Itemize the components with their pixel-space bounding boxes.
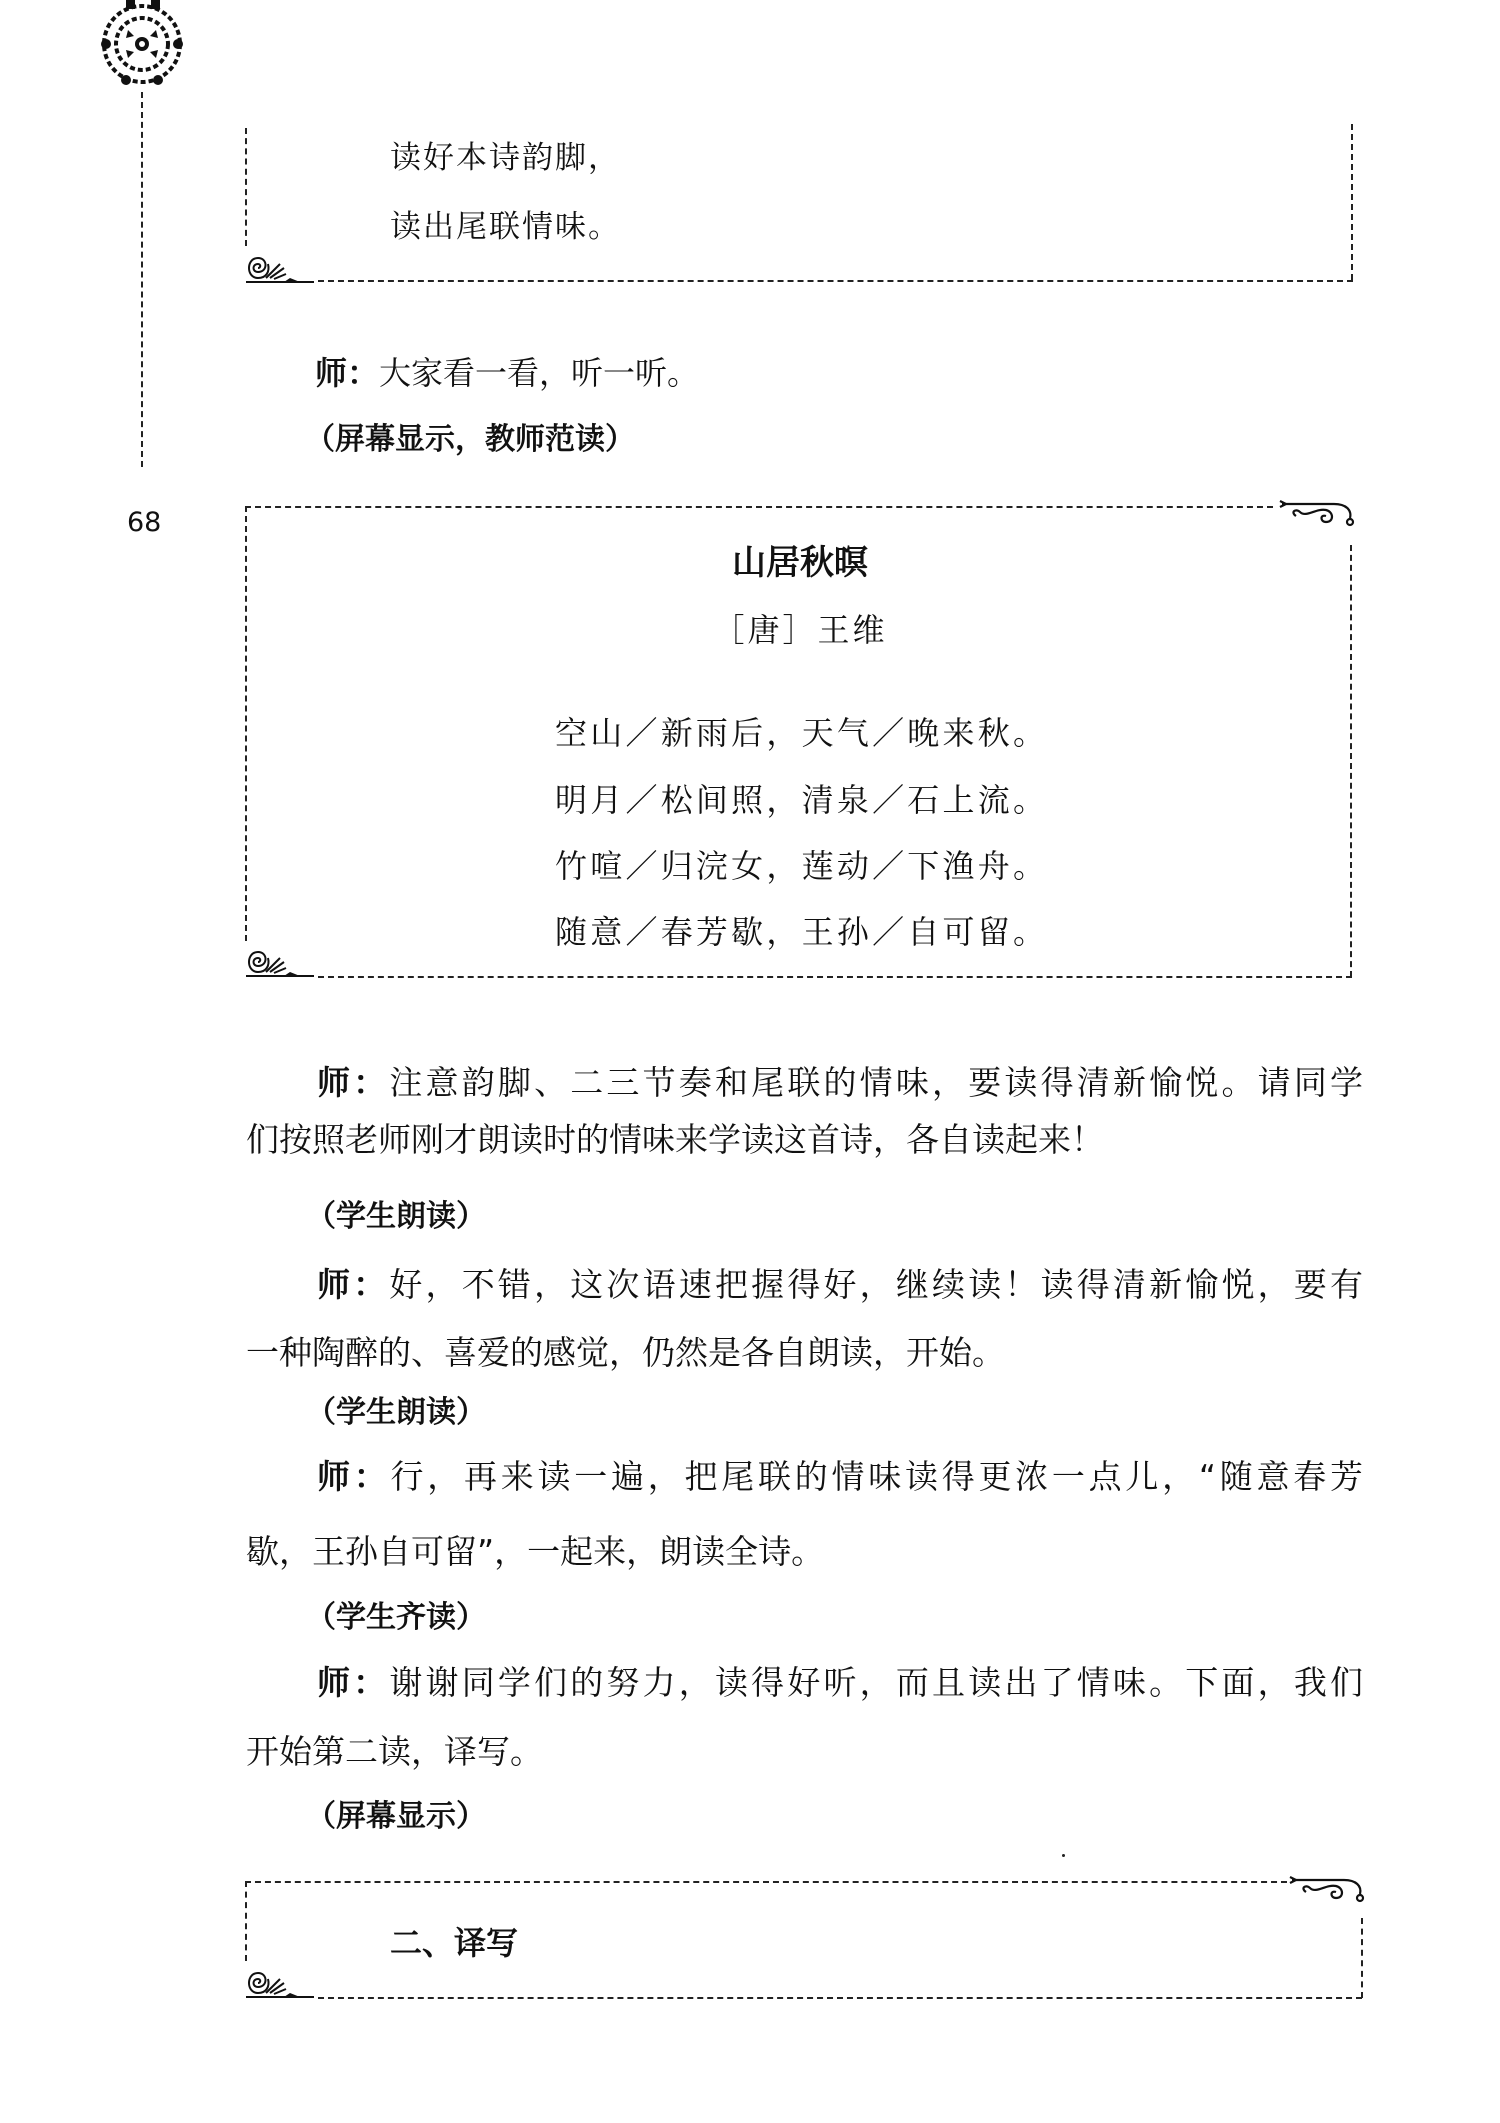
scroll-ornament-icon bbox=[1276, 496, 1356, 530]
teacher-line-4b: 开始第二读，译写。 bbox=[246, 1732, 543, 1771]
box-bottom-border bbox=[318, 280, 1353, 282]
stage-direction: （学生朗读） bbox=[306, 1395, 486, 1430]
objective-line-1: 读好本诗韵脚， bbox=[390, 140, 621, 176]
poem-title: 山居秋暝 bbox=[732, 543, 868, 583]
stage-direction: （屏幕显示） bbox=[306, 1799, 486, 1834]
box-top-border bbox=[245, 1881, 1287, 1883]
poem-line-1: 空山／新雨后，天气／晚来秋。 bbox=[555, 714, 1045, 752]
stage-direction: （屏幕显示，教师范读） bbox=[305, 422, 635, 457]
dialogue-text: 好，不错，这次语速把握得好，继续读！读得清新愉悦，要有 bbox=[389, 1265, 1364, 1304]
poem-line-3: 竹喧／归浣女，莲动／下渔舟。 bbox=[555, 847, 1045, 885]
teacher-line-2b: 一种陶醉的、喜爱的感觉，仍然是各自朗读，开始。 bbox=[246, 1333, 1005, 1372]
speaker-label: 师： bbox=[317, 1063, 390, 1102]
box-bottom-border bbox=[318, 1997, 1362, 1999]
stage-direction: （学生齐读） bbox=[306, 1600, 486, 1635]
teacher-line-1b: 们按照老师刚才朗读时的情味来学读这首诗，各自读起来！ bbox=[246, 1120, 1104, 1159]
poem-author: ［唐］王维 bbox=[712, 611, 888, 649]
teacher-line-2a bbox=[317, 1263, 1363, 1307]
teacher-line-4a bbox=[317, 1661, 1363, 1705]
medallion-ornament-icon bbox=[96, 0, 190, 92]
poem-line-4: 随意／春芳歇，王孙／自可留。 bbox=[555, 913, 1045, 951]
box-top-border bbox=[245, 506, 1273, 508]
speaker-label: 师： bbox=[317, 1663, 390, 1702]
teacher-line-1a bbox=[317, 1061, 1363, 1105]
speaker-label: 师： bbox=[317, 1265, 390, 1304]
speaker-label: 师： bbox=[317, 1457, 391, 1496]
teacher-line-intro bbox=[315, 351, 699, 395]
box-right-border bbox=[1350, 545, 1352, 977]
objective-line-2: 读出尾联情味。 bbox=[390, 209, 621, 245]
box-left-border bbox=[245, 1881, 247, 1961]
dialogue-text: 大家看一看，听一听。 bbox=[379, 354, 700, 392]
print-speck bbox=[1062, 1854, 1065, 1857]
dialogue-text: 谢谢同学们的努力，读得好听，而且读出了情味。下面，我们 bbox=[389, 1663, 1364, 1702]
speaker-label: 师： bbox=[315, 354, 380, 392]
box-right-border bbox=[1351, 124, 1353, 280]
teacher-line-3a bbox=[317, 1455, 1363, 1499]
box-left-border bbox=[245, 128, 247, 246]
snail-ornament-icon bbox=[244, 1965, 316, 2001]
margin-vertical-rule bbox=[141, 92, 143, 467]
snail-ornament-icon bbox=[244, 944, 316, 980]
poem-line-2: 明月／松间照，清泉／石上流。 bbox=[555, 781, 1045, 819]
section-heading: 二、译写 bbox=[390, 1924, 519, 1962]
stage-direction: （学生朗读） bbox=[306, 1199, 486, 1234]
box-left-border bbox=[245, 506, 247, 941]
page-number: 68 bbox=[127, 507, 162, 538]
box-right-border bbox=[1361, 1918, 1363, 1998]
dialogue-text: 行，再来读一遍，把尾联的情味读得更浓一点儿，“随意春芳 bbox=[390, 1457, 1363, 1496]
dialogue-text: 注意韵脚、二三节奏和尾联的情味，要读得清新愉悦。请同学 bbox=[389, 1063, 1364, 1102]
snail-ornament-icon bbox=[244, 250, 316, 286]
scroll-ornament-icon bbox=[1286, 1872, 1366, 1906]
teacher-line-3b: 歇，王孙自可留”，一起来，朗读全诗。 bbox=[246, 1532, 825, 1571]
box-bottom-border bbox=[318, 976, 1352, 978]
